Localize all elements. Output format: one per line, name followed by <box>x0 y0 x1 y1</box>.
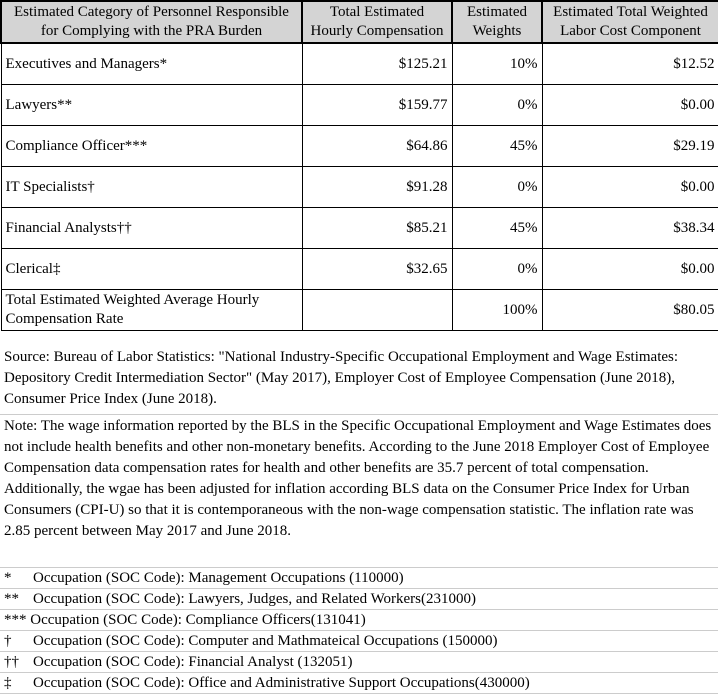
category-cell: Compliance Officer*** <box>1 126 302 167</box>
table-row <box>1 208 718 249</box>
footnote-row <box>0 589 718 610</box>
component-cell: $0.00 <box>542 85 718 126</box>
component-cell: $0.00 <box>542 249 718 290</box>
footnote-text: Occupation (SOC Code): Office and Administrative Support Occupations(430000) <box>33 675 530 691</box>
footnote-mark: † <box>4 633 12 649</box>
source-note: Source: Bureau of Labor Statistics: "National Industry-Specific Occupational Employment and Wage Estimates: Depository Credit Intermediation Sector" (May 2017), Employer Cost of Employee Compensation (June 2018), Consumer Price Index (June 2018). <box>0 346 718 415</box>
compensation-table <box>0 0 718 331</box>
weight-cell: 0% <box>452 167 542 208</box>
table-row <box>1 249 718 290</box>
total-component-cell: $80.05 <box>542 290 718 331</box>
footnote-row <box>0 631 718 652</box>
header-compensation: Total Estimated Hourly Compensation <box>302 1 452 43</box>
total-row <box>1 290 718 331</box>
category-cell: Lawyers** <box>1 85 302 126</box>
footnote-mark: ‡ <box>4 675 12 691</box>
compensation-cell: $85.21 <box>302 208 452 249</box>
compensation-cell: $91.28 <box>302 167 452 208</box>
header-weights: Estimated Weights <box>452 1 542 43</box>
weight-cell: 45% <box>452 126 542 167</box>
component-cell: $12.52 <box>542 43 718 85</box>
notes-section <box>0 346 718 694</box>
weight-cell: 0% <box>452 249 542 290</box>
weight-cell: 10% <box>452 43 542 85</box>
footnote-row <box>0 568 718 589</box>
weight-cell: 45% <box>452 208 542 249</box>
category-cell: Financial Analysts†† <box>1 208 302 249</box>
footnote-mark: †† <box>4 654 19 670</box>
footnote-text: Occupation (SOC Code): Financial Analyst (132051) <box>33 654 353 670</box>
footnote-text: Occupation (SOC Code): Computer and Mathmateical Occupations (150000) <box>33 633 498 649</box>
footnote-mark: *** <box>4 612 27 628</box>
category-cell: IT Specialists† <box>1 167 302 208</box>
table-row <box>1 126 718 167</box>
table-row <box>1 167 718 208</box>
total-compensation-cell <box>302 290 452 331</box>
compensation-cell: $159.77 <box>302 85 452 126</box>
compensation-cell: $64.86 <box>302 126 452 167</box>
footnote-row <box>0 610 718 631</box>
total-label: Total Estimated Weighted Average Hourly Compensation Rate <box>1 290 302 331</box>
header-category: Estimated Category of Personnel Responsible for Complying with the PRA Burden <box>1 1 302 43</box>
footnote-mark: * <box>4 570 12 586</box>
compensation-cell: $125.21 <box>302 43 452 85</box>
footnote-text: Occupation (SOC Code): Lawyers, Judges, and Related Workers(231000) <box>33 591 476 607</box>
footnote-text: Occupation (SOC Code): Compliance Officers(131041) <box>30 612 366 628</box>
total-weight-cell: 100% <box>452 290 542 331</box>
component-cell: $38.34 <box>542 208 718 249</box>
footnote-text: Occupation (SOC Code): Management Occupations (110000) <box>33 570 404 586</box>
category-cell: Executives and Managers* <box>1 43 302 85</box>
table-row <box>1 43 718 85</box>
footnote-mark: ** <box>4 591 19 607</box>
table-row <box>1 85 718 126</box>
footnote-row <box>0 652 718 673</box>
category-cell: Clerical‡ <box>1 249 302 290</box>
footnote-row <box>0 673 718 694</box>
component-cell: $0.00 <box>542 167 718 208</box>
header-component: Estimated Total Weighted Labor Cost Component <box>542 1 718 43</box>
table-header-row <box>1 1 718 43</box>
weight-cell: 0% <box>452 85 542 126</box>
compensation-cell: $32.65 <box>302 249 452 290</box>
wage-note: Note: The wage information reported by the BLS in the Specific Occupational Employment and Wage Estimates does not include health benefits and other non-monetary benefits. According to the June 2018 Employer Cost of Employee Compensation data compensation rates for health and other benefits are 35.7 percent of total compensation. Additionally, the wgae has been adjusted for inflation according BLS data on the Consumer Price Index for Urban Consumers (CPI-U) so that it is contemporaneous with the non-wage compensation statistic. The inflation rate was 2.85 percent between May 2017 and June 2018. <box>0 415 718 568</box>
component-cell: $29.19 <box>542 126 718 167</box>
